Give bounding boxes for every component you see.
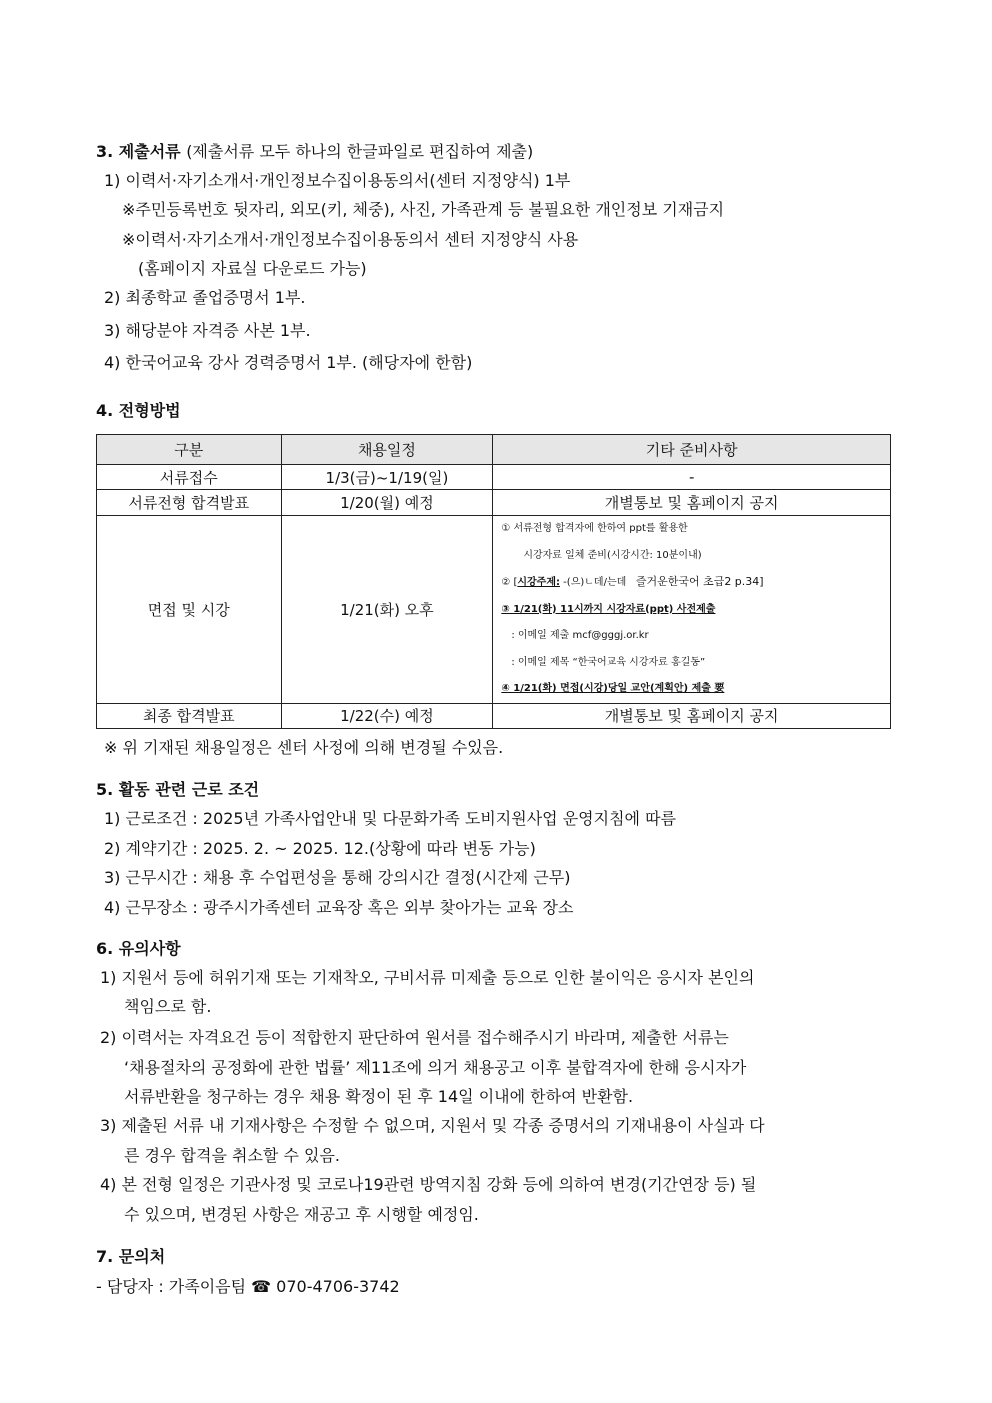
list-item: 1) 지원서 등에 허위기재 또는 기재착오, 구비서류 미제출 등으로 인한 불이익은 응시자 본인의 (100, 968, 755, 987)
list-item: 4) 한국어교육 강사 경력증명서 1부. (해당자에 한함) (104, 353, 473, 372)
list-item: 3) 근무시간 : 채용 후 수업편성을 통해 강의시간 결정(시간제 근무) (104, 868, 571, 887)
note-line: 시강자료 일체 준비(시강시간: 10분이내) (523, 549, 702, 561)
column-header: 채용일정 (281, 435, 493, 465)
list-item-continued: ‘채용절차의 공정화에 관한 법률’ 제11조에 의거 채용공고 이후 불합격자에 한해 응시자가 (124, 1058, 747, 1077)
note-cell: 개별통보 및 홈페이지 공지 (493, 703, 891, 728)
column-header: 기타 준비사항 (493, 435, 891, 465)
list-item-note: (홈페이지 자료실 다운로드 가능) (138, 259, 367, 278)
stage-cell: 면접 및 시강 (97, 516, 282, 704)
stage-cell: 서류전형 합격발표 (97, 490, 282, 516)
list-item-continued: 서류반환을 청구하는 경우 채용 확정이 된 후 14일 이내에 한하여 반환함. (124, 1087, 634, 1106)
table-row (97, 516, 891, 704)
list-item-note: ※이력서·자기소개서·개인정보수집이용동의서 센터 지정양식 사용 (122, 230, 579, 249)
list-item-continued: 책임으로 함. (124, 997, 212, 1016)
section-6-title: 6. 유의사항 (96, 939, 181, 958)
note-line-topic (493, 569, 890, 597)
section-5-title: 5. 활동 관련 근로 조건 (96, 780, 260, 799)
list-item: 1) 근로조건 : 2025년 가족사업안내 및 다문화가족 도비지원사업 운영지침에 따름 (104, 809, 676, 828)
note-cell: 개별통보 및 홈페이지 공지 (493, 490, 891, 516)
date-cell: 1/22(수) 예정 (281, 703, 493, 728)
note-cell: - (493, 465, 891, 490)
schedule-table (96, 434, 891, 729)
note-line-email: : 이메일 제출 mcf@gggj.or.kr (511, 630, 649, 641)
topic-prefix: ② [ (501, 577, 518, 588)
list-item: 2) 최종학교 졸업증명서 1부. (104, 288, 306, 307)
note-line-email-subject: : 이메일 제목 “한국어교육 시강자료 홍길동” (511, 656, 706, 668)
section-3-subtitle: (제출서류 모두 하나의 한글파일로 편집하여 제출) (186, 142, 534, 161)
table-row (97, 703, 891, 728)
list-item: 2) 이력서는 자격요건 등이 적합한지 판단하여 원서를 접수해주시기 바라며, 제출한 서류는 (100, 1028, 729, 1047)
topic-label: 시강주제: (517, 577, 560, 588)
table-header-row (97, 435, 891, 465)
contact-line: - 담당자 : 가족이음팀 ☎ 070-4706-3742 (96, 1277, 400, 1296)
list-item: 3) 제출된 서류 내 기재사항은 수정할 수 없으며, 지원서 및 각종 증명서의 기재내용이 사실과 다 (100, 1116, 765, 1135)
list-item: 4) 본 전형 일정은 기관사정 및 코로나19관련 방역지침 강화 등에 의하여 변경(기간연장 등) 될 (100, 1175, 757, 1194)
note-cell (493, 516, 891, 704)
section-4-title: 4. 전형방법 (96, 401, 181, 420)
table-row (97, 490, 891, 516)
topic-reference: 즐거운한국어 초급2 p.34] (635, 575, 764, 588)
section-7-title: 7. 문의처 (96, 1247, 166, 1266)
stage-cell: 서류접수 (97, 465, 282, 490)
section-3-heading (96, 141, 533, 163)
section-3-title: 3. 제출서류 (96, 142, 181, 161)
date-cell: 1/3(금)~1/19(일) (281, 465, 493, 490)
table-footnote: ※ 위 기재된 채용일정은 센터 사정에 의해 변경될 수있음. (104, 738, 504, 757)
list-item-note: ※주민등록번호 뒷자리, 외모(키, 체중), 사진, 가족관계 등 불필요한 개인정보 기재금지 (122, 200, 725, 219)
note-line-lesson-plan: ④ 1/21(화) 면접(시강)당일 교안(계획안) 제출 要 (501, 683, 725, 694)
column-header: 구분 (97, 435, 282, 465)
list-item-continued: 른 경우 합격을 취소할 수 있음. (124, 1146, 340, 1165)
list-item: 3) 해당분야 자격증 사본 1부. (104, 321, 311, 340)
date-cell: 1/21(화) 오후 (281, 516, 493, 704)
topic-text: -(으)ㄴ데/는데 (560, 577, 627, 588)
date-cell: 1/20(월) 예정 (281, 490, 493, 516)
list-item: 2) 계약기간 : 2025. 2. ~ 2025. 12.(상황에 따라 변동 가능) (104, 839, 536, 858)
stage-cell: 최종 합격발표 (97, 703, 282, 728)
table-row (97, 465, 891, 490)
list-item-continued: 수 있으며, 변경된 사항은 재공고 후 시행할 예정임. (124, 1205, 479, 1224)
list-item: 4) 근무장소 : 광주시가족센터 교육장 혹은 외부 찾아가는 교육 장소 (104, 898, 574, 917)
list-item: 1) 이력서·자기소개서·개인정보수집이용동의서(센터 지정양식) 1부 (104, 171, 571, 190)
note-line-deadline: ③ 1/21(화) 11시까지 시강자료(ppt) 사전제출 (501, 603, 716, 615)
note-line: ① 서류전형 합격자에 한하여 ppt를 활용한 (501, 523, 688, 534)
